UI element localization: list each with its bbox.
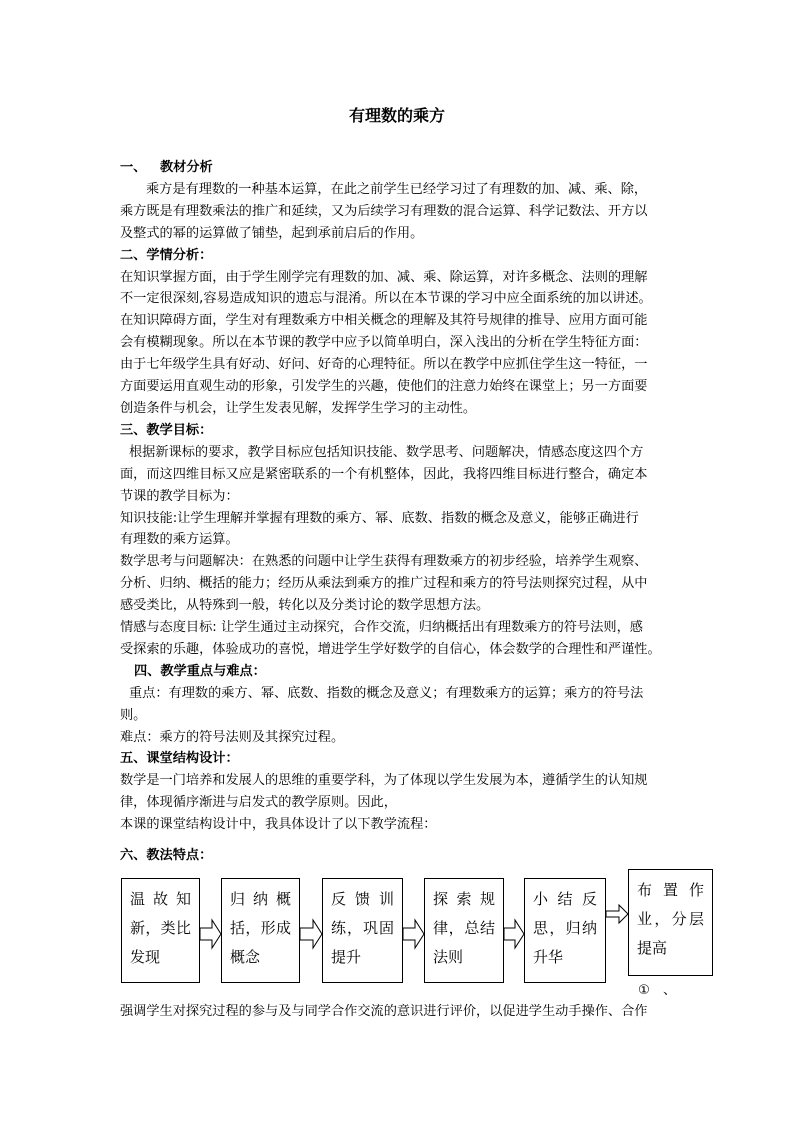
paragraph-line: 则。 — [120, 707, 147, 723]
flow-step-4: 探索规律，总结法则 — [424, 878, 504, 983]
paragraph-line: 数学思考与问题解决：在熟悉的问题中让学生获得有理数乘方的初步经验，培养学生观察、 — [120, 554, 648, 570]
flow-arrow-3 — [403, 920, 424, 948]
paragraph-line: 根据新课标的要求，教学目标应包括知识技能、数学思考、问题解决，情感态度这四个方 — [129, 444, 644, 460]
paragraph-line: 知识技能:让学生理解并掌握有理数的乘方、幂、底数、指数的概念及意义，能够正确进行 — [120, 510, 639, 526]
paragraph-line: 数学是一门培养和发展人的思维的重要学科，为了体现以学生发展为本，遵循学生的认知规 — [120, 773, 648, 789]
paragraph-line: 在知识障碍方面，学生对有理数乘方中相关概念的理解及其符号规律的推导、应用方面可能 — [120, 313, 648, 329]
section-heading-5: 五、课堂结构设计： — [120, 751, 239, 767]
paragraph-line: 创造条件与机会，让学生发表见解，发挥学生学习的主动性。 — [120, 400, 477, 416]
page-title: 有理数的乘方 — [348, 106, 445, 125]
paragraph-line: 重点：有理数的乘方、幂、底数、指数的概念及意义；有理数乘方的运算；乘方的符号法 — [129, 685, 644, 701]
flow-step-2: 归纳概括，形成概念 — [221, 878, 300, 983]
paragraph-line: 本课的课堂结构设计中，我具体设计了以下教学流程： — [120, 817, 437, 833]
paragraph-line: 方面要运用直观生动的形象，引发学生的兴趣，使他们的注意力始终在课堂上；另一方面要 — [120, 379, 648, 395]
paragraph-line: 面，而这四维目标又应是紧密联系的一个有机整体，因此，我将四维目标进行整合，确定本 — [120, 466, 648, 482]
paragraph-line: 难点：乘方的符号法则及其探究过程。 — [120, 729, 345, 745]
paragraph-line: 分析、归纳、概括的能力；经历从乘法到乘方的推广过程和乘方的符号法则探究过程，从中 — [120, 576, 648, 592]
footnote-marker: ① 、 — [638, 983, 677, 998]
flow-step-1: 温故知新，类比发现 — [121, 878, 200, 983]
paragraph-line: 由于七年级学生具有好动、好问、好奇的心理特征。所以在教学中应抓住学生这一特征，一 — [120, 357, 648, 373]
paragraph-line: 会有模糊现象。所以在本节课的教学中应予以简单明白，深入浅出的分析在学生特征方面： — [120, 335, 648, 351]
paragraph-line: 强调学生对探究过程的参与及与同学合作交流的意识进行评价，以促进学生动手操作、合作 — [120, 1004, 648, 1019]
section-heading-6: 六、教法特点： — [120, 848, 213, 863]
paragraph-line: 乘方既是有理数乘法的推广和延续，又为后续学习有理数的混合运算、科学记数法、开方以 — [120, 203, 648, 219]
flow-arrow-5 — [606, 905, 628, 923]
paragraph-line: 节课的教学目标为： — [120, 488, 239, 504]
paragraph-line: 不一定很深刻,容易造成知识的遗忘与混淆。所以在本节课的学习中应全面系统的加以讲述。 — [120, 291, 652, 307]
flow-step-6: 布置作业，分层提高 — [628, 869, 713, 976]
flow-step-5: 小结反思，归纳升华 — [524, 878, 606, 983]
paragraph-line: 感受类比，从特殊到一般，转化以及分类讨论的数学思想方法。 — [120, 598, 490, 614]
paragraph-line: 受探索的乐趣，体验成功的喜悦，增进学生学好数学的自信心，体会数学的合理性和严谨性。 — [120, 641, 661, 657]
section-heading-4: 四、教学重点与难点： — [134, 663, 266, 679]
paragraph-line: 乘方是有理数的一种基本运算，在此之前学生已经学习过了有理数的加、减、乘、除， — [146, 181, 648, 197]
section-heading-1: 一、 教材分析 — [120, 160, 213, 175]
paragraph-line: 情感与态度目标: 让学生通过主动探究，合作交流，归纳概括出有理数乘方的符号法则，感 — [120, 620, 643, 636]
section-heading-3: 三、教学目标： — [120, 422, 213, 438]
paragraph-line: 律，体现循序渐进与启发式的教学原则。因此， — [120, 795, 397, 811]
flow-arrow-2 — [300, 920, 322, 948]
paragraph-line: 及整式的幂的运算做了铺垫，起到承前启后的作用。 — [120, 225, 424, 241]
flow-arrow-4 — [504, 920, 524, 948]
paragraph-line: 在知识掌握方面，由于学生刚学完有理数的加、减、乘、除运算，对许多概念、法则的理解 — [120, 269, 648, 285]
section-heading-2: 二、学情分析： — [120, 247, 213, 263]
paragraph-line: 有理数的乘方运算。 — [120, 532, 239, 548]
document-body — [120, 157, 680, 836]
flow-step-3: 反馈训练，巩固提升 — [322, 878, 403, 983]
flow-arrow-1 — [200, 920, 221, 948]
